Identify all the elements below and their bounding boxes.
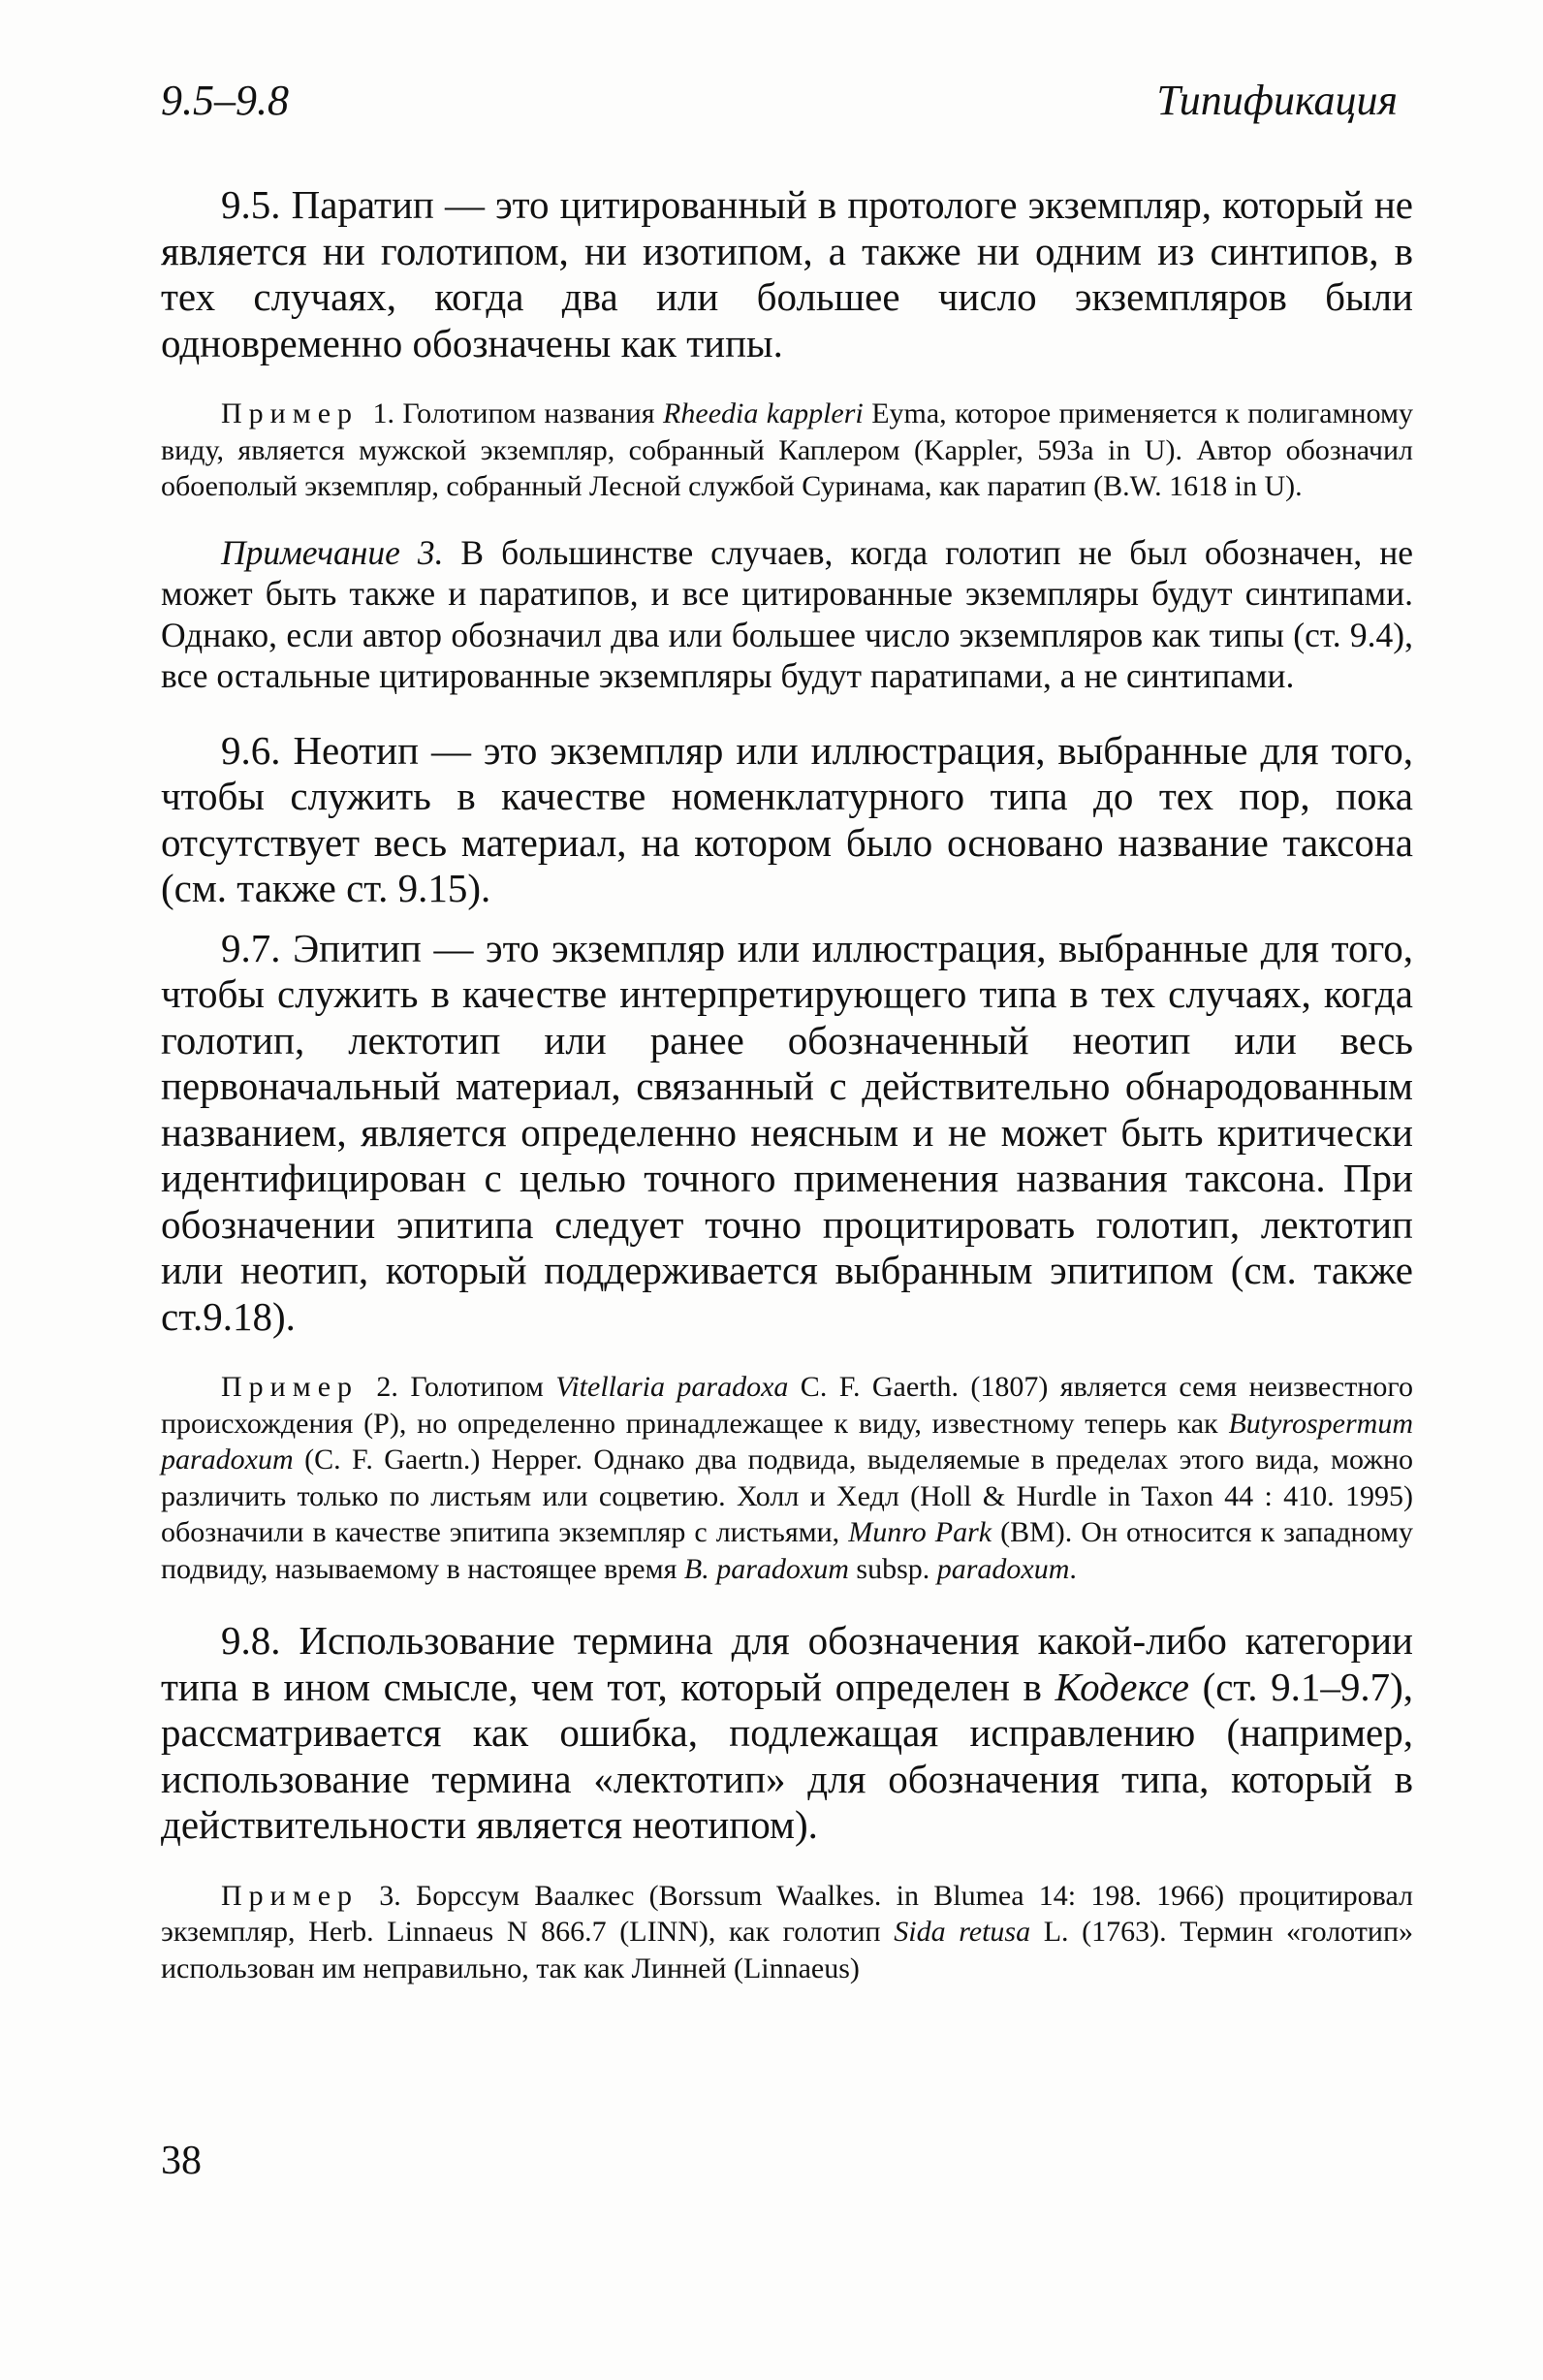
example-label: Пример bbox=[221, 1879, 360, 1912]
chapter-title: Типификация bbox=[1156, 77, 1398, 124]
specimen-name: Munro Park bbox=[848, 1516, 992, 1548]
note-label: Примечание 3. bbox=[221, 532, 444, 572]
paragraph-9-7: 9.7. Эпитип — это экземпляр или иллюстрация, выбранные для того, чтобы служить в качестве интерпретирующего типа в тех случаях, когда голотип, лектотип или ранее обозначенный неотип или весь первоначальный материал, связанный с действительно обнародованным названием, является определенно неясным и не может быть критически идентифицирован с целью точного применения названия таксона. При обозначении эпитипа следует точно процитировать голотип, лектотип или неотип, который поддерживается выбранным эпитипом (см. также ст.9.18). bbox=[161, 925, 1413, 1339]
example-3: Пример 3. Борссум Ваалкес (Borssum Waalkes. in Blumea 14: 198. 1966) процитировал экземпляр, Herb. Linnaeus N 866.7 (LINN), как голотип Sida retusa L. (1763). Термин «голотип» использован им неправильно, так как Линней (Linnaeus) bbox=[161, 1879, 1413, 1984]
page-body bbox=[161, 182, 1413, 1986]
taxon-name: Butyrospermum paradoxum bbox=[161, 1407, 1413, 1476]
page-number: 38 bbox=[161, 2139, 202, 2183]
taxon-name: Sida retusa bbox=[894, 1916, 1031, 1948]
example-label: Пример bbox=[221, 1371, 360, 1403]
note-3: Примечание 3. В большинстве случаев, когда голотип не был обозначен, не может быть также и паратипов, и все цитированные экземпляры будут синтипами. Однако, если автор обозначил два или большее число экземпляров как типы (ст. 9.4), все остальные цитированные экземпляры будут паратипами, а не синтипами. bbox=[161, 532, 1413, 695]
taxon-name: Rheedia kappleri bbox=[663, 397, 864, 429]
example-2: Пример 2. Голотипом Vitellaria paradoxa C. F. Gaerth. (1807) является семя неизвестного происхождения (P), но определенно принадлежащее к виду, известному теперь как Butyrospermum paradoxum (C. F. Gaertn.) Hepper. Однако два подвида, выделяемые в пределах этого вида, можно различить только по листьям или соцветию. Холл и Хедл (Holl & Hurdle in Taxon 44 : 410. 1995) обозначили в качестве эпитипа экземпляр с листьями, Munro Park (BM). Он относится к западному подвиду, называемому в настоящее время B. paradoxum subsp. paradoxum. bbox=[161, 1371, 1413, 1585]
code-title: Кодексе bbox=[1055, 1664, 1189, 1709]
paragraph-9-5: 9.5. Паратип — это цитированный в протологе экземпляр, который не является ни голотипом, ни изотипом, а также ни одним из синтипов, в тех случаях, когда два или большее число экземпляров были одновременно обозначены как типы. bbox=[161, 182, 1413, 365]
paragraph-9-8: 9.8. Использование термина для обозначения какой-либо категории типа в ином смысле, чем тот, который определен в Кодексе (ст. 9.1–9.7), рассматривается как ошибка, подлежащая исправлению (например, использование термина «лектотип» для обозначения типа, который в действительности является неотипом). bbox=[161, 1618, 1413, 1847]
running-head bbox=[161, 76, 1398, 130]
taxon-name: Vitellaria paradoxa bbox=[555, 1371, 789, 1403]
section-range: 9.5–9.8 bbox=[161, 77, 289, 124]
taxon-name: paradoxum bbox=[936, 1552, 1070, 1585]
example-1: Пример 1. Голотипом названия Rheedia kappleri Eyma, которое применяется к полигамному виду, является мужской экземпляр, собранный Каплером (Kappler, 593a in U). Автор обозначил обоеполый экземпляр, собранный Лесной службой Суринама, как паратип (B.W. 1618 in U). bbox=[161, 397, 1414, 502]
taxon-name: B. paradoxum bbox=[683, 1552, 849, 1585]
example-label: Пример bbox=[221, 397, 360, 429]
paragraph-9-6: 9.6. Неотип — это экземпляр или иллюстрация, выбранные для того, чтобы служить в качестве номенклатурного типа до тех пор, пока отсутствует весь материал, на котором было основано название таксона (см. также ст. 9.15). bbox=[161, 727, 1413, 910]
